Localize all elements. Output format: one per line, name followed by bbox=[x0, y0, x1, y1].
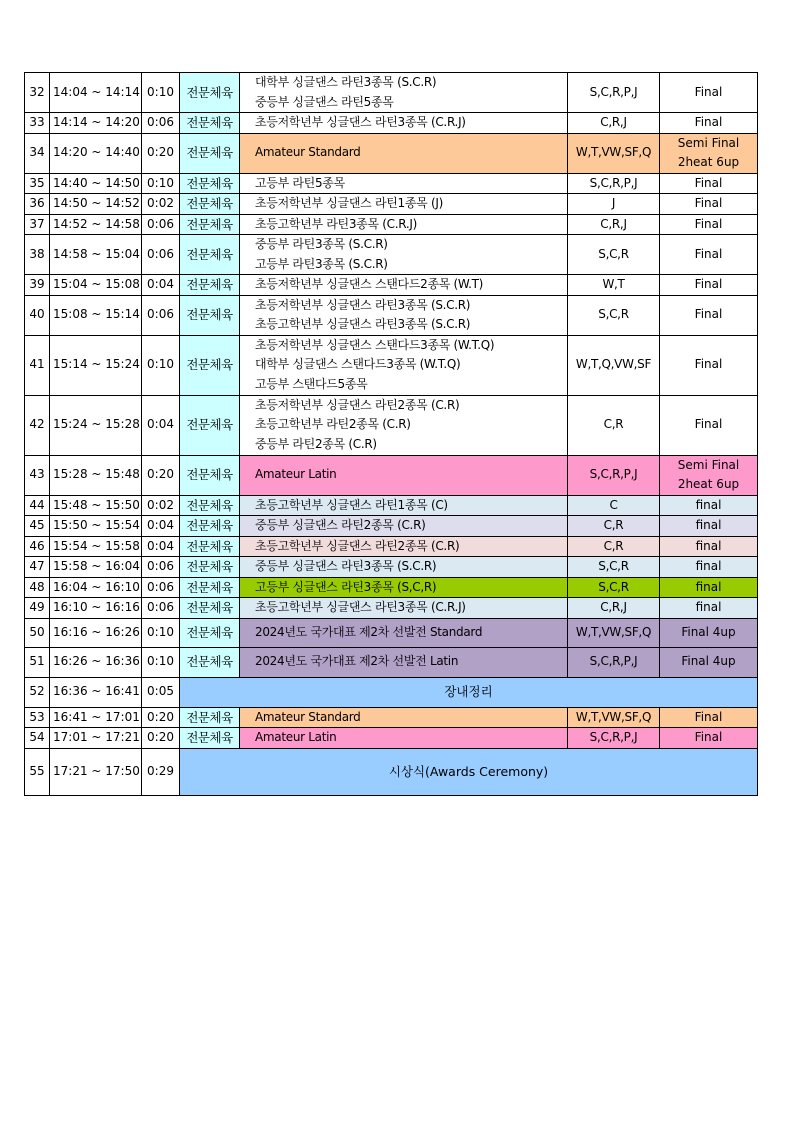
category-cell: 전문체육 bbox=[180, 113, 240, 134]
event-cell bbox=[240, 577, 568, 598]
row-number-cell: 47 bbox=[25, 557, 50, 578]
time-range-cell: 15:04 ~ 15:08 bbox=[50, 275, 142, 296]
dances-cell: S,C,R bbox=[568, 235, 660, 275]
dances-cell: C bbox=[568, 495, 660, 516]
table-row bbox=[25, 516, 758, 537]
time-range-cell: 14:04 ~ 14:14 bbox=[50, 73, 142, 113]
row-number-cell: 44 bbox=[25, 495, 50, 516]
event-line: Amateur Standard bbox=[255, 145, 361, 160]
duration-cell: 0:06 bbox=[142, 113, 180, 134]
round-line: Final bbox=[694, 730, 723, 744]
time-range-cell: 16:26 ~ 16:36 bbox=[50, 647, 142, 677]
round-line: Final 4up bbox=[681, 654, 736, 669]
round-line: Final 4up bbox=[681, 624, 736, 639]
duration-cell: 0:10 bbox=[142, 335, 180, 395]
time-range-cell: 16:04 ~ 16:10 bbox=[50, 577, 142, 598]
event-line: 중등부 라틴2종목 (C.R) bbox=[255, 436, 377, 451]
table-row bbox=[25, 677, 758, 707]
round-cell bbox=[660, 647, 758, 677]
dances-cell: C,R,J bbox=[568, 113, 660, 134]
time-range-cell: 14:52 ~ 14:58 bbox=[50, 214, 142, 235]
table-row bbox=[25, 707, 758, 728]
time-range-cell: 15:54 ~ 15:58 bbox=[50, 536, 142, 557]
category-cell: 전문체육 bbox=[180, 133, 240, 173]
time-range-cell: 15:08 ~ 15:14 bbox=[50, 295, 142, 335]
category-cell: 전문체육 bbox=[180, 516, 240, 537]
time-range-cell: 14:40 ~ 14:50 bbox=[50, 173, 142, 194]
event-line: 초등고학년부 싱글댄스 라틴1종목 (C) bbox=[255, 497, 448, 512]
round-cell bbox=[660, 133, 758, 173]
category-cell: 전문체육 bbox=[180, 395, 240, 455]
table-row bbox=[25, 536, 758, 557]
round-cell bbox=[660, 516, 758, 537]
duration-cell: 0:10 bbox=[142, 618, 180, 647]
event-line: 초등저학년부 싱글댄스 스탠다드2종목 (W.T) bbox=[255, 277, 484, 291]
event-line: 초등저학년부 싱글댄스 라틴1종목 (J) bbox=[255, 196, 443, 210]
event-line: 고등부 싱글댄스 라틴3종목 (S,C,R) bbox=[255, 579, 437, 594]
category-cell: 전문체육 bbox=[180, 728, 240, 749]
event-line: 중등부 라틴3종목 (S.C.R) bbox=[255, 237, 388, 251]
table-row bbox=[25, 577, 758, 598]
table-row bbox=[25, 73, 758, 113]
table-row bbox=[25, 133, 758, 173]
row-number-cell: 55 bbox=[25, 748, 50, 795]
dances-cell: S,C,R,P,J bbox=[568, 455, 660, 495]
time-range-cell: 14:14 ~ 14:20 bbox=[50, 113, 142, 134]
dances-cell: C,R,J bbox=[568, 598, 660, 619]
category-cell: 전문체육 bbox=[180, 335, 240, 395]
round-cell bbox=[660, 707, 758, 728]
schedule-table bbox=[24, 72, 758, 796]
time-range-cell: 16:41 ~ 17:01 bbox=[50, 707, 142, 728]
time-range-cell: 17:21 ~ 17:50 bbox=[50, 748, 142, 795]
category-cell: 전문체육 bbox=[180, 495, 240, 516]
round-line: Final bbox=[694, 84, 723, 99]
event-cell bbox=[240, 275, 568, 296]
round-cell bbox=[660, 557, 758, 578]
round-line: Final bbox=[694, 196, 723, 210]
event-cell bbox=[240, 133, 568, 173]
duration-cell: 0:20 bbox=[142, 707, 180, 728]
round-cell bbox=[660, 275, 758, 296]
round-line: Final bbox=[694, 246, 723, 261]
row-number-cell: 36 bbox=[25, 194, 50, 215]
event-cell bbox=[240, 214, 568, 235]
round-line: final bbox=[695, 538, 722, 553]
dances-cell: S,C,R bbox=[568, 295, 660, 335]
event-cell bbox=[240, 707, 568, 728]
category-cell: 전문체육 bbox=[180, 275, 240, 296]
event-cell bbox=[240, 173, 568, 194]
table-row bbox=[25, 173, 758, 194]
event-line: Amateur Standard bbox=[255, 709, 361, 724]
row-number-cell: 42 bbox=[25, 395, 50, 455]
table-row bbox=[25, 235, 758, 275]
table-row bbox=[25, 113, 758, 134]
banner-cell: 시상식(Awards Ceremony) bbox=[180, 748, 758, 795]
event-cell bbox=[240, 618, 568, 647]
event-line: Amateur Latin bbox=[255, 467, 337, 482]
duration-cell: 0:02 bbox=[142, 194, 180, 215]
row-number-cell: 37 bbox=[25, 214, 50, 235]
time-range-cell: 15:50 ~ 15:54 bbox=[50, 516, 142, 537]
category-cell: 전문체육 bbox=[180, 295, 240, 335]
round-line: Final bbox=[694, 307, 723, 322]
row-number-cell: 50 bbox=[25, 618, 50, 647]
duration-cell: 0:04 bbox=[142, 275, 180, 296]
event-line: 2024년도 국가대표 제2차 선발전 Latin bbox=[255, 654, 459, 669]
dances-cell: S,C,R,P,J bbox=[568, 73, 660, 113]
duration-cell: 0:20 bbox=[142, 455, 180, 495]
table-row bbox=[25, 598, 758, 619]
time-range-cell: 14:58 ~ 15:04 bbox=[50, 235, 142, 275]
dances-cell: S,C,R,P,J bbox=[568, 728, 660, 749]
round-line: final bbox=[695, 600, 722, 614]
duration-cell: 0:10 bbox=[142, 647, 180, 677]
dances-cell: C,R,J bbox=[568, 214, 660, 235]
time-range-cell: 16:36 ~ 16:41 bbox=[50, 677, 142, 707]
row-number-cell: 34 bbox=[25, 133, 50, 173]
row-number-cell: 38 bbox=[25, 235, 50, 275]
table-row bbox=[25, 455, 758, 495]
duration-cell: 0:06 bbox=[142, 598, 180, 619]
round-cell bbox=[660, 495, 758, 516]
dances-cell: J bbox=[568, 194, 660, 215]
time-range-cell: 15:24 ~ 15:28 bbox=[50, 395, 142, 455]
category-cell: 전문체육 bbox=[180, 194, 240, 215]
category-cell: 전문체육 bbox=[180, 235, 240, 275]
time-range-cell: 16:16 ~ 16:26 bbox=[50, 618, 142, 647]
category-cell: 전문체육 bbox=[180, 73, 240, 113]
event-cell bbox=[240, 295, 568, 335]
event-cell bbox=[240, 536, 568, 557]
time-range-cell: 15:14 ~ 15:24 bbox=[50, 335, 142, 395]
duration-cell: 0:04 bbox=[142, 395, 180, 455]
round-line: final bbox=[695, 518, 722, 532]
round-line: Final bbox=[694, 709, 723, 724]
table-row bbox=[25, 618, 758, 647]
table-row bbox=[25, 295, 758, 335]
time-range-cell: 16:10 ~ 16:16 bbox=[50, 598, 142, 619]
dances-cell: S,C,R bbox=[568, 577, 660, 598]
event-line: 중등부 싱글댄스 라틴3종목 (S.C.R) bbox=[255, 559, 437, 573]
dances-cell: C,R bbox=[568, 536, 660, 557]
round-line: Semi Final bbox=[677, 457, 740, 472]
category-cell: 전문체육 bbox=[180, 647, 240, 677]
schedule-body bbox=[25, 73, 758, 796]
dances-cell: W,T,VW,SF,Q bbox=[568, 707, 660, 728]
round-line: Semi Final bbox=[677, 135, 740, 150]
round-line: 2heat 6up bbox=[677, 477, 740, 491]
round-cell bbox=[660, 335, 758, 395]
dances-cell: S,C,R,P,J bbox=[568, 173, 660, 194]
time-range-cell: 15:28 ~ 15:48 bbox=[50, 455, 142, 495]
banner-cell: 장내정리 bbox=[180, 677, 758, 707]
round-line: Final bbox=[694, 357, 723, 372]
event-cell bbox=[240, 73, 568, 113]
event-cell bbox=[240, 557, 568, 578]
event-cell bbox=[240, 598, 568, 619]
round-cell bbox=[660, 577, 758, 598]
time-range-cell: 17:01 ~ 17:21 bbox=[50, 728, 142, 749]
category-cell: 전문체육 bbox=[180, 455, 240, 495]
table-row bbox=[25, 557, 758, 578]
round-cell bbox=[660, 728, 758, 749]
category-cell: 전문체육 bbox=[180, 557, 240, 578]
round-line: Final bbox=[694, 277, 723, 291]
duration-cell: 0:06 bbox=[142, 295, 180, 335]
table-row bbox=[25, 647, 758, 677]
row-number-cell: 32 bbox=[25, 73, 50, 113]
round-cell bbox=[660, 455, 758, 495]
table-row bbox=[25, 748, 758, 795]
duration-cell: 0:10 bbox=[142, 73, 180, 113]
round-line: Final bbox=[694, 417, 723, 432]
time-range-cell: 14:20 ~ 14:40 bbox=[50, 133, 142, 173]
round-cell bbox=[660, 214, 758, 235]
row-number-cell: 41 bbox=[25, 335, 50, 395]
duration-cell: 0:10 bbox=[142, 173, 180, 194]
round-cell bbox=[660, 536, 758, 557]
round-line: final bbox=[695, 579, 722, 594]
duration-cell: 0:06 bbox=[142, 577, 180, 598]
round-line: final bbox=[695, 497, 722, 512]
event-cell bbox=[240, 495, 568, 516]
row-number-cell: 54 bbox=[25, 728, 50, 749]
round-cell bbox=[660, 73, 758, 113]
table-row bbox=[25, 728, 758, 749]
round-line: final bbox=[695, 559, 722, 573]
duration-cell: 0:29 bbox=[142, 748, 180, 795]
round-line: Final bbox=[694, 175, 723, 190]
duration-cell: 0:06 bbox=[142, 557, 180, 578]
table-row bbox=[25, 214, 758, 235]
row-number-cell: 35 bbox=[25, 173, 50, 194]
event-line: 초등저학년부 싱글댄스 라틴3종목 (S.C.R) bbox=[255, 297, 471, 312]
round-line: Final bbox=[694, 216, 723, 231]
round-cell bbox=[660, 235, 758, 275]
category-cell: 전문체육 bbox=[180, 707, 240, 728]
event-line: 초등고학년부 싱글댄스 라틴3종목 (C.R.J) bbox=[255, 600, 466, 614]
row-number-cell: 45 bbox=[25, 516, 50, 537]
dances-cell: W,T,VW,SF,Q bbox=[568, 133, 660, 173]
event-cell bbox=[240, 516, 568, 537]
event-line: 초등고학년부 싱글댄스 라틴3종목 (S.C.R) bbox=[255, 317, 471, 331]
duration-cell: 0:06 bbox=[142, 214, 180, 235]
event-line: 2024년도 국가대표 제2차 선발전 Standard bbox=[255, 624, 483, 639]
duration-cell: 0:04 bbox=[142, 516, 180, 537]
event-line: 대학부 싱글댄스 라틴3종목 (S.C.R) bbox=[255, 75, 437, 89]
time-range-cell: 15:48 ~ 15:50 bbox=[50, 495, 142, 516]
round-line: Final bbox=[694, 115, 723, 129]
event-cell bbox=[240, 647, 568, 677]
dances-cell: W,T,Q,VW,SF bbox=[568, 335, 660, 395]
event-line: Amateur Latin bbox=[255, 730, 337, 744]
event-line: 초등저학년부 싱글댄스 라틴2종목 (C.R) bbox=[255, 397, 460, 412]
duration-cell: 0:20 bbox=[142, 728, 180, 749]
category-cell: 전문체육 bbox=[180, 214, 240, 235]
category-cell: 전문체육 bbox=[180, 598, 240, 619]
row-number-cell: 33 bbox=[25, 113, 50, 134]
row-number-cell: 49 bbox=[25, 598, 50, 619]
event-line: 대학부 싱글댄스 스탠다드3종목 (W.T.Q) bbox=[255, 357, 461, 372]
event-line: 초등고학년부 싱글댄스 라틴2종목 (C.R) bbox=[255, 538, 460, 553]
event-cell bbox=[240, 455, 568, 495]
event-line: 고등부 스탠다드5종목 bbox=[255, 376, 368, 391]
row-number-cell: 39 bbox=[25, 275, 50, 296]
event-line: 초등고학년부 라틴3종목 (C.R.J) bbox=[255, 216, 418, 231]
round-cell bbox=[660, 194, 758, 215]
row-number-cell: 46 bbox=[25, 536, 50, 557]
event-line: 고등부 라틴3종목 (S.C.R) bbox=[255, 256, 388, 271]
category-cell: 전문체육 bbox=[180, 618, 240, 647]
row-number-cell: 53 bbox=[25, 707, 50, 728]
duration-cell: 0:20 bbox=[142, 133, 180, 173]
round-cell bbox=[660, 173, 758, 194]
event-line: 고등부 라틴5종목 bbox=[255, 175, 345, 190]
round-cell bbox=[660, 113, 758, 134]
category-cell: 전문체육 bbox=[180, 536, 240, 557]
round-cell bbox=[660, 295, 758, 335]
row-number-cell: 48 bbox=[25, 577, 50, 598]
category-cell: 전문체육 bbox=[180, 577, 240, 598]
table-row bbox=[25, 194, 758, 215]
event-line: 중등부 싱글댄스 라틴2종목 (C.R) bbox=[255, 518, 426, 532]
event-cell bbox=[240, 235, 568, 275]
round-cell bbox=[660, 598, 758, 619]
duration-cell: 0:06 bbox=[142, 235, 180, 275]
table-row bbox=[25, 495, 758, 516]
event-line: 중등부 싱글댄스 라틴5종목 bbox=[255, 94, 394, 109]
event-cell bbox=[240, 728, 568, 749]
table-row bbox=[25, 335, 758, 395]
event-line: 초등저학년부 싱글댄스 라틴3종목 (C.R.J) bbox=[255, 115, 466, 129]
table-row bbox=[25, 395, 758, 455]
dances-cell: W,T,VW,SF,Q bbox=[568, 618, 660, 647]
event-line: 초등저학년부 싱글댄스 스탠다드3종목 (W.T.Q) bbox=[255, 337, 495, 352]
duration-cell: 0:05 bbox=[142, 677, 180, 707]
event-cell bbox=[240, 194, 568, 215]
dances-cell: C,R bbox=[568, 395, 660, 455]
dances-cell: S,C,R bbox=[568, 557, 660, 578]
event-line: 초등고학년부 라틴2종목 (C.R) bbox=[255, 417, 411, 432]
event-cell bbox=[240, 335, 568, 395]
round-cell bbox=[660, 618, 758, 647]
row-number-cell: 51 bbox=[25, 647, 50, 677]
dances-cell: S,C,R,P,J bbox=[568, 647, 660, 677]
time-range-cell: 14:50 ~ 14:52 bbox=[50, 194, 142, 215]
row-number-cell: 52 bbox=[25, 677, 50, 707]
duration-cell: 0:02 bbox=[142, 495, 180, 516]
round-cell bbox=[660, 395, 758, 455]
table-row bbox=[25, 275, 758, 296]
dances-cell: W,T bbox=[568, 275, 660, 296]
row-number-cell: 40 bbox=[25, 295, 50, 335]
event-cell bbox=[240, 113, 568, 134]
round-line: 2heat 6up bbox=[677, 155, 740, 169]
category-cell: 전문체육 bbox=[180, 173, 240, 194]
time-range-cell: 15:58 ~ 16:04 bbox=[50, 557, 142, 578]
dances-cell: C,R bbox=[568, 516, 660, 537]
row-number-cell: 43 bbox=[25, 455, 50, 495]
event-cell bbox=[240, 395, 568, 455]
duration-cell: 0:04 bbox=[142, 536, 180, 557]
